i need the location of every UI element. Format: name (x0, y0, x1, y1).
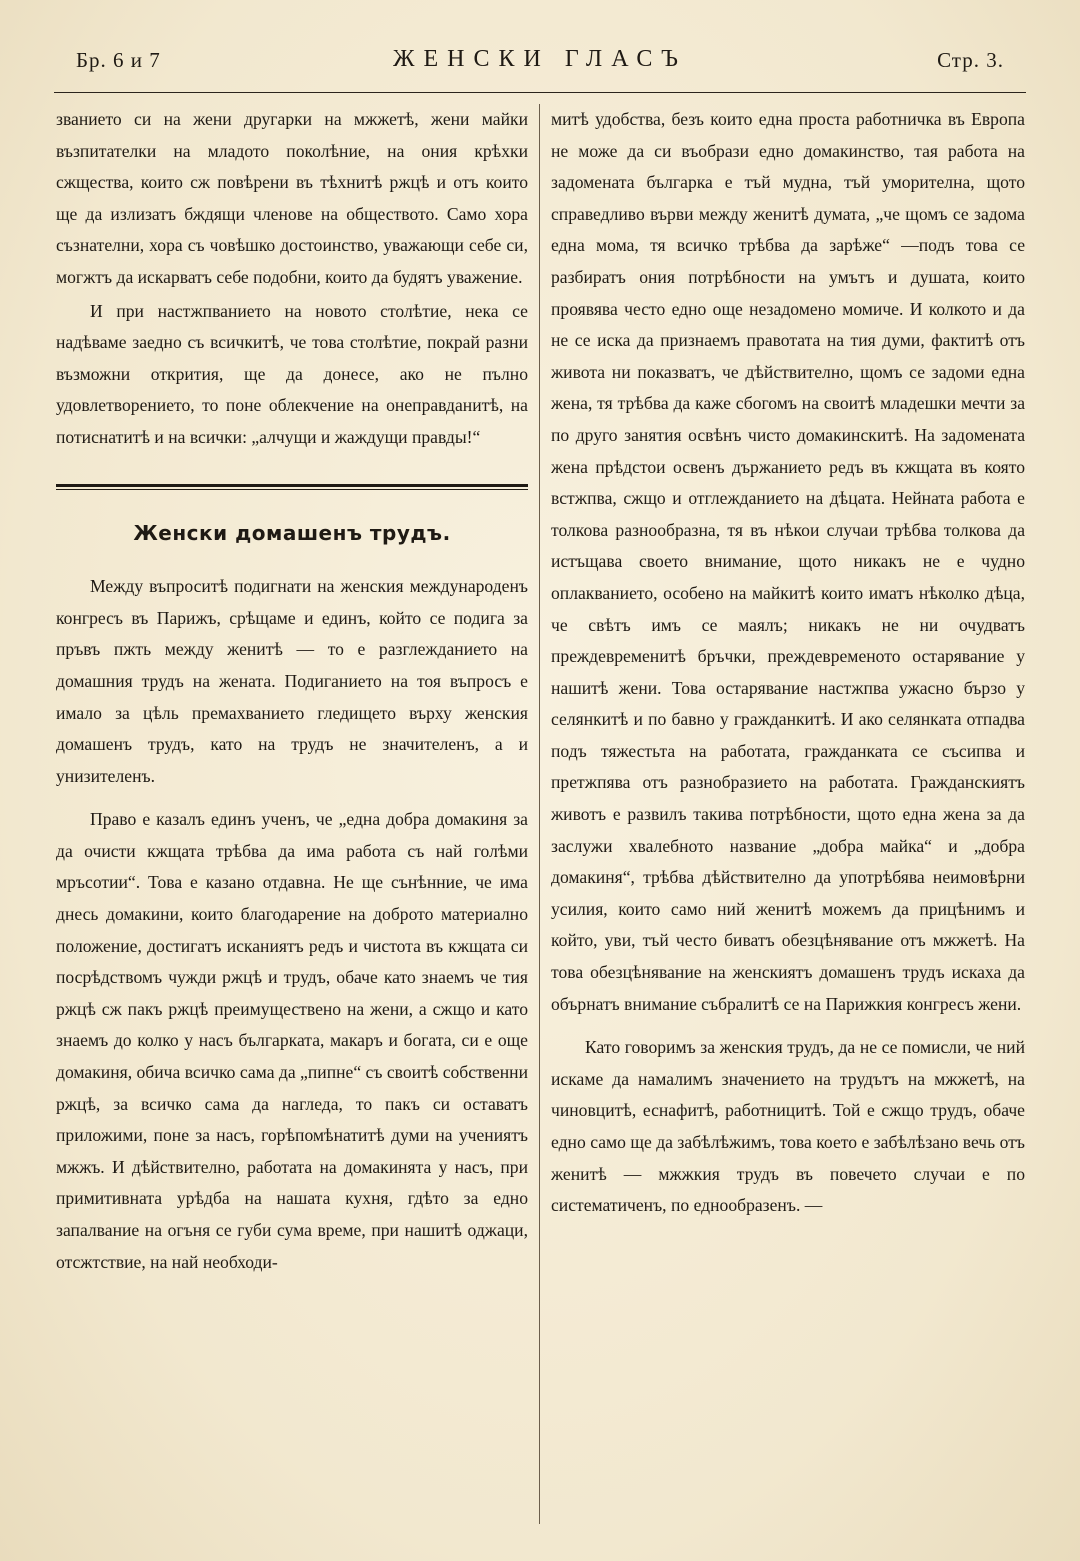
left-paragraph-1: званието си на жени другарки на мжжетѣ, жени майки възпитателки на младото поколѣние, на ония крѣхки сжщества, които сж повѣрени въ тѣхнитѣ ржцѣ и отъ които ще да излизатъ бждящи членове на обществото. Само хора съзнателни, хора съ човѣшко достоинство, уважающи себе си, могжтъ да искарватъ себе подобни, които да будятъ уважение. (56, 109, 528, 287)
right-paragraph-1: митѣ удобства, безъ които една проста работничка въ Европа не може да си въобрази едно домакинство, тая работа на задомената българка е тъй мудна, тъй уморителна, щото справедливо върви между женитѣ думата, „че щомъ се задома една мома, тя всичко трѣбва да зарѣже“ —подъ това се разбиратъ ония потрѣбности на умътъ и душата, които проявява често едно още незадомено момиче. И колкото и да не се иска да признаемъ правотата на тия думи, фактитѣ отъ живота ни показватъ, че дѣйствително, щомъ се задоми една жена, тя трѣбва да каже сбогомъ на своитѣ младешки мечти за по друго занятия освѣнъ чисто домакинскитѣ. На задомената жена прѣдстои освенъ държанието редъ въ кжщата въ която встжпва, сжщо и отглежданието на дѣцата. Нейната работа е толкова разнообразна, тя въ нѣкои случаи трѣбва толкова да истъщава своето внимание, щото никакъ не е чудно оплакванието, особено на майкитѣ които иматъ нѣколко дѣца, че свѣтъ имъ се маялъ; никакъ не ни очудватъ преждевременитѣ бръчки, преждевременото остарявание у нашитѣ жени. Това остарявание настжпва ужасно бързо у селянкитѣ и по бавно у гражданкитѣ. И ако селянката отпадва подъ тяжестьта на работата, гражданката се съсипва и претжпява отъ разнобразието на работата. Гражданскиятъ животъ е развилъ такива потрѣбности, щото една жена за да заслужи хвалебното название „добра майка“ и „добра домакиня“, трѣбва дѣйствително да употрѣбява неимовѣрни усилия, които само ний женитѣ можемъ да прицѣнимъ и който, уви, тъй често биватъ обезцѣнявание отъ мжжетѣ. На това обезцѣнявание на женскиятъ домашенъ трудъ искаха да обърнатъ внимание събралитѣ се на Парижкия конгресъ жени. (551, 109, 1025, 1014)
article-title: Женски домашенъ трудъ. (133, 520, 451, 545)
section-divider (56, 484, 528, 490)
left-paragraph-4: Право е казалъ единъ ученъ, че „една добра домакиня за да очисти кжщата трѣбва да има работа съ най голѣми мръсотии“. Това е казано отдавна. Не ще сънѣнние, че има днесь домакини, които благодарение на доброто материално положение, достигатъ исканиятъ редъ и чистота въ кжщата си посрѣдствомъ чужди ржцѣ и трудъ, обаче като знаемъ че тия ржцѣ сж пакъ ржцѣ преимуществено на жени, а сжщо и като знаемъ до колко у насъ българката, макаръ и богата, си е още домакиня, обича всичко сама да „пипне“ съ своитѣ собственни ржцѣ, за всичко сама да нагледа, то пакъ си оставатъ приложими, поне за насъ, горѣпомѣнатитѣ думи на учениятъ мжжъ. И дѣйствително, работата на домакинята у насъ, при примитивната урѣдба на нашата кухня, гдѣто за едно запалвание на огъня се губи сума време, при нашитѣ оджаци, отсжтствие, на най необходи- (56, 809, 529, 1272)
newspaper-title: ЖЕНСКИ ГЛАСЪ (393, 46, 687, 72)
page-header (76, 46, 1004, 82)
left-paragraph-2: И при настжпванието на новото столѣтие, нека се надѣваме заедно съ всичкитѣ, че това столѣтие, покрай разни възможни открития, ще да донесе, ако не пълно удовлетворението, то поне облекчение на онеправданитѣ, на потиснатитѣ и на всички: „алчущи и жаждущи правды!“ (56, 300, 528, 447)
right-paragraph-2: Като говоримъ за женския трудъ, да не се помисли, че ний искаме да намалимъ значението на трудътъ на мжжетѣ, на чиновцитѣ, еснафитѣ, работницитѣ. Той е сжщо трудъ, обаче едно само ще да забѣлѣжимъ, това което е забѣлѣзано вечь отъ женитѣ — мжжкия трудъ въ повечето случаи е по систематиченъ, по еднообразенъ. — (551, 1037, 1025, 1216)
issue-number: Бр. 6 и 7 (76, 48, 161, 72)
page-number: Стр. 3. (937, 48, 1004, 72)
header-rule (54, 92, 1026, 93)
left-column (56, 104, 528, 1278)
left-paragraph-3: Между въпроситѣ подигнати на женския международенъ конгресъ въ Парижъ, срѣщаме и единъ, който се подига за пръвъ пжть между женитѣ — то е разглежданието на домашния трудъ на жената. Подиганието на тоя въпросъ е имало за цѣль премахванието гледището върху женския домашенъ трудъ, като на трудъ не значителенъ, а и унизителенъ. (56, 576, 528, 786)
column-divider (539, 104, 540, 1524)
right-column (551, 104, 1025, 1222)
